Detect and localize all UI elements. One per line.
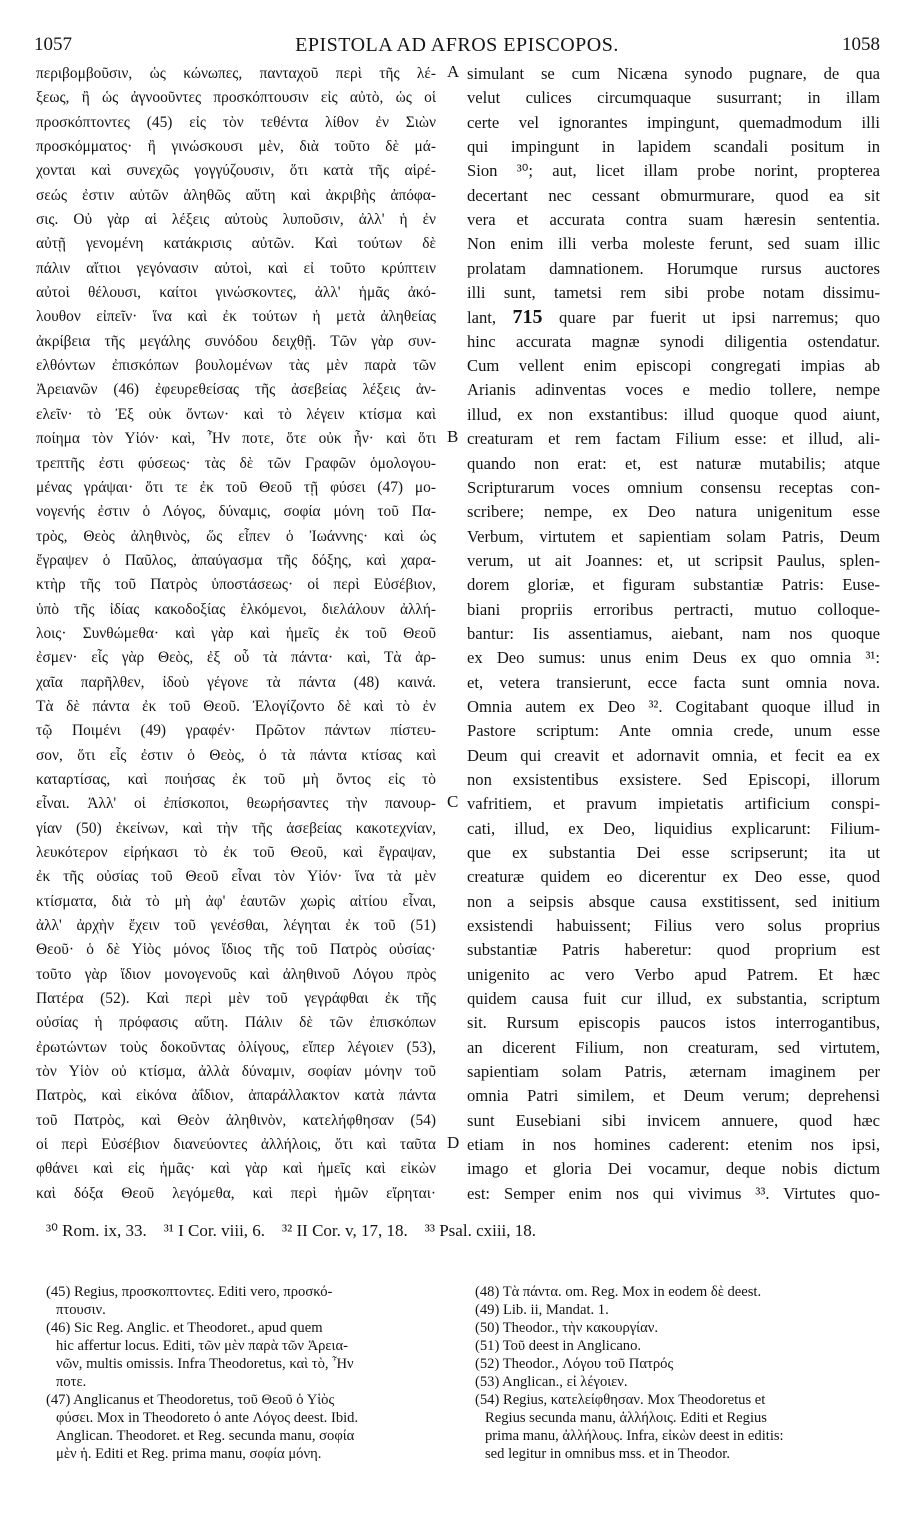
latin-text-line: Cum vellent enim episcopi congregati impias ab — [467, 356, 880, 376]
greek-text-line: λευκότερον εἰρήκασι τὸ ἐκ τοῦ Θεοῦ, καὶ ἔγραψαν, — [36, 844, 436, 861]
greek-text-line: καταρτίσας, καὶ ποιήσας ἐκ τοῦ μὴ ὄντος εἰς τὸ — [36, 770, 436, 788]
greek-text-line: Πατρὸς, καὶ εἰκόνα ἀΐδιον, ἀπαράλλακτον κατὰ πάντα — [36, 1087, 436, 1105]
greek-text-line: τῷ Ποιμένι (49) γραφέν· Πρῶτον πάντων πίστευ- — [36, 722, 436, 740]
greek-text-line: σις. Οὐ γὰρ αἱ λέξεις αὐτοὺς λυποῦσιν, ἀλλ' ἡ ἐν — [36, 211, 436, 229]
footnote-line: (47) Anglicanus et Theodoretus, τοῦ Θεοῦ ὁ Υἱὸς — [46, 1392, 335, 1408]
footnote-line: ποτε. — [56, 1374, 87, 1390]
greek-text-line: πάλιν αἴτιοι γεγόνασιν αὐτοὶ, καὶ εἰ τοῦτο κρύπτειν — [36, 259, 436, 277]
latin-text-line: etiam in nos homines caderent: etenim nos ipsi, — [467, 1135, 880, 1155]
latin-text-line: dorem gloriæ, et figuram substantiæ Patris: Euse- — [467, 575, 880, 595]
latin-text-line: qui impingunt in lapidem scandali positum in — [467, 137, 880, 157]
greek-column — [36, 62, 436, 1206]
section-marker-b: B — [447, 427, 459, 446]
greek-text-line: Ἀρειανῶν (46) ἐφευρεθείσας τῆς ἀσεβείας λέξεις ἀν- — [36, 381, 436, 399]
greek-text-line: κτίσματα, διὰ τὸ μὴ ἀφ' ἑαυτῶν χωρὶς αἰτίου εἶναι, — [36, 892, 436, 910]
latin-text-line: unigenito ac vero Verbo apud Patrem. Et hæc — [467, 964, 880, 984]
latin-text-line: imago et gloria Dei vocamur, deque nobis dictum — [467, 1159, 880, 1179]
greek-text-line: ελεῖν· τὸ Ἐξ οὐκ ὄντων· καὶ τὸ λέγειν κτίσμα καὶ — [36, 405, 436, 423]
greek-text-line: σεώς ἐστιν αὐτῶν ἀληθῶς αὕτη καὶ ἀκριβὴς ἀπόφα- — [36, 186, 436, 204]
greek-text-line: λουθον εἰπεῖν· ἵνα καὶ ἐκ τούτων ἡ μετὰ ἀληθείας — [36, 308, 436, 326]
latin-text-line: hinc accurata magnæ synodi diligentia ostendatur. — [467, 331, 880, 351]
greek-text-line: περιβομβοῦσιν, ὡς κώνωπες, πανταχοῦ περὶ τῆς λέ- — [36, 65, 436, 82]
greek-text-line: φθάνει καὶ εἰς ἡμᾶς· καὶ γὰρ καὶ ἡμεῖς καὶ εἰκὼν — [36, 1160, 436, 1178]
greek-text-line: οὐσίας ἡ πρόφασις αὕτη. Πάλιν δὲ τῶν ἐπισκόπων — [36, 1014, 436, 1032]
latin-text-line: Non enim illi verba moleste ferunt, sed suam illic — [467, 234, 880, 254]
greek-text-line: ἔγραψεν ὁ Παῦλος, ἀπαύγασμα τῆς δόξης, καὶ χαρα- — [36, 551, 436, 569]
greek-text-line: Θεοῦ· ὁ δὲ Υἱὸς μόνος ἴδιος τῆς τοῦ Πατρὸς οὐσίας· — [36, 941, 436, 959]
footnote-line: (53) Anglican., εἰ λέγοιεν. — [475, 1374, 628, 1390]
greek-text-line: τρεπτῆς ἐστι φύσεως· τὰς δὲ τῶν Γραφῶν ὁμολογου- — [36, 454, 436, 472]
greek-text-line: ἀκρίβεια τῆς μεγάλης συνόδου δειχθῇ. Τῶν γὰρ συν- — [36, 332, 436, 350]
section-marker-a: A — [447, 62, 460, 81]
latin-text-line: velut culices circumquaque susurrant; in illam — [467, 88, 880, 108]
latin-text-line: decertant nec cessant obmurmurare, quod ea sit — [467, 185, 880, 205]
reference-32: ³² II Cor. v, 17, 18. — [282, 1221, 408, 1240]
latin-text-line: Omnia autem ex Deo ³². Cogitabant quoque illud in — [467, 696, 880, 716]
greek-text-line: σον, ὅτι εἷς ἐστιν ὁ Θεὸς, ὁ τὰ πάντα κτίσας καὶ — [36, 746, 436, 764]
greek-text-line: ἐσμεν· εἷς γὰρ Θεὸς, ἐξ οὗ τὰ πάντα· καὶ, Τὰ ἀρ- — [36, 649, 436, 667]
latin-text-line: illi sunt, tametsi rem sibi probe notam dissimu- — [467, 283, 880, 303]
section-marker-d: D — [447, 1133, 460, 1152]
latin-text-line: Scripturarum voces omnium consensu receptas con- — [467, 477, 880, 497]
left-page-number: 1057 — [34, 34, 72, 55]
footnote-line: prima manu, ἀλλήλους. Infra, εἰκὼν deest in editis: — [485, 1428, 784, 1444]
latin-text-line: quando non erat: et, est naturæ mutabilis; atque — [467, 453, 880, 473]
greek-text-line: χαῖα παρῆλθεν, ἰδοὺ γέγονε τὰ πάντα (48) καινά. — [36, 673, 436, 691]
latin-text-line: omnia Patri similem, et Deum verum; deprehensi — [467, 1086, 880, 1106]
greek-text-line: εἶναι. Ἀλλ' οἱ ἐπίσκοποι, θεωρήσαντες τὴν πανουρ- — [36, 795, 436, 813]
greek-text-line: προσκόπτοντες (45) εἰς τὸν τεθέντα λίθον ἐν Σιὼν — [36, 113, 436, 131]
latin-text-line: Deum qui creavit et adornavit omnia, et fecit ea ex — [467, 745, 880, 765]
footnote-line: (49) Lib. ii, Mandat. 1. — [475, 1302, 609, 1318]
greek-text-line: ελθόντων ἐπισκόπων βουλομένων τὰς μὲν παρὰ τῶν — [36, 357, 436, 375]
greek-text-line: τὸν Υἱὸν οὐ κτίσμα, ἀλλὰ δύναμιν, σοφίαν μόνην τοῦ — [36, 1063, 436, 1081]
footnote-line: μὲν ἡ. Editi et Reg. prima manu, σοφία μόνη. — [56, 1446, 322, 1462]
latin-text-line: vafritiem, et pravum impietatis artificium conspi- — [467, 794, 880, 814]
right-page-number: 1058 — [842, 34, 880, 55]
latin-text-line: creaturæ quidem eo dicerentur ex Deo esse, quod — [467, 867, 880, 887]
reference-30: ³⁰ Rom. ix, 33. — [46, 1221, 147, 1240]
latin-text-line: quidem causa fuit cur illud, ex substantia, scriptum — [467, 989, 880, 1009]
footnote-line: (50) Theodor., τὴν κακουργίαν. — [475, 1320, 658, 1336]
latin-text-line: certe vel ignorantes impingunt, quemadmodum illi — [467, 112, 880, 132]
footnote-line: Anglican. Theodoret. et Reg. secunda manu, σοφία — [56, 1428, 355, 1444]
latin-text-line: ex Deo sumus: unus enim Deus ex quo omnia ³¹: — [467, 648, 880, 668]
greek-text-line: αὐτοὶ θέλουσι, καίτοι γινώσκοντες, ἀλλ' ἡμᾶς ἀκό- — [36, 284, 436, 302]
latin-text-line: Sion ³⁰; aut, licet illam probe norint, propterea — [467, 161, 880, 181]
latin-text-line: biani propriis erroribus pertracti, mutuo colloque- — [467, 599, 880, 619]
footnote-line: (48) Τὰ πάντα. om. Reg. Mox in eodem δὲ deest. — [475, 1284, 762, 1300]
scripture-references — [46, 1221, 880, 1241]
latin-text-line: sapientiam solam Patris, æternam imaginem per — [467, 1062, 880, 1082]
latin-text-line: exsistendi habuissent; Filius vero solus proprius — [467, 916, 880, 936]
greek-text-line: προσκόμματος· ἢ γινώσκουσι μὲν, διὰ τοῦτο δὲ μά- — [36, 138, 436, 156]
greek-text-line: γίαν (50) ἐκείνων, καὶ τὴν τῆς ἀσεβείας κακοτεχνίαν, — [36, 819, 436, 837]
greek-text-line: τρὸς, Θεὸς ἀληθινὸς, ὥς εἶπεν ὁ Ἰωάννης· καὶ ὡς — [36, 527, 436, 545]
footnote-line: Regius secunda manu, ἀλλήλοις. Editi et Regius — [485, 1410, 767, 1426]
footnote-line: (51) Τοῦ deest in Anglicano. — [475, 1338, 642, 1354]
latin-text-line: non a seipsis absque causa exstitissent, sed initium — [467, 891, 880, 911]
latin-text-line: est: Semper enim nos qui vivimus ³³. Virtutes quo- — [467, 1183, 880, 1203]
latin-text-line: bantur: Iis assentiamus, aiebant, nam nos quoque — [467, 623, 880, 643]
latin-text-line: verum, ut ait Joannes: et, ut scripsit Paulus, splen- — [467, 550, 880, 570]
latin-text-line: an dicerent Filium, non creaturam, sed virtutem, — [467, 1037, 880, 1057]
latin-text-line: illud, ex non exstantibus: illud quoque quod aiunt, — [467, 404, 880, 424]
page-mark: 715 — [512, 306, 543, 329]
footnote-line: φύσει. Mox in Theodoreto ὁ ante Λόγος deest. Ibid. — [56, 1410, 359, 1426]
latin-text-line: simulant se cum Nicæna synodo pugnare, de qua — [467, 64, 880, 83]
latin-text-line: prolatam damnationem. Horumque rursus auctores — [467, 258, 880, 278]
greek-text-line: ἐρωτώντων τοὺς δοκοῦντας ὀλίγους, εἴπερ λέγοιεν (53), — [36, 1038, 436, 1056]
greek-text-line: ἐκ τῆς οὐσίας τοῦ Θεοῦ εἶναι τὸν Υἱόν· ἵνα τὰ μὲν — [36, 868, 436, 886]
latin-column — [467, 62, 880, 1206]
greek-text-line: ξεως, ἢ ὡς ἀγνοοῦντες προσκόπτουσιν εἰς αὐτὸ, ὡς οἱ — [36, 89, 436, 107]
footnote-line: (46) Sic Reg. Anglic. et Theodoret., apud quem — [46, 1320, 323, 1336]
footnote-line: hic affertur locus. Editi, τῶν μὲν παρὰ τῶν Ἀρεια- — [56, 1338, 348, 1354]
latin-text-line: cati, illud, ex Deo, liquidius explicarunt: Filium- — [467, 818, 880, 838]
footnote-line: (54) Regius, κατελείφθησαν. Mox Theodoretus et — [475, 1392, 766, 1408]
greek-text-line: τοῦτο γὰρ ἴδιον μονογενοῦς καὶ ἀληθινοῦ Λόγου πρὸς — [36, 965, 436, 983]
greek-text-line: νογενής ἐστιν ὁ Λόγος, δύναμις, σοφία μόνη τοῦ Πα- — [36, 503, 436, 521]
page-header — [34, 34, 880, 60]
running-title: EPISTOLA AD AFROS EPISCOPOS. — [295, 34, 619, 56]
greek-text-line: ἀλλ' ἀρχὴν ἔχειν τοῦ γενέσθαι, λέγηται ἐκ τοῦ (51) — [36, 917, 436, 935]
greek-text-line: Πατέρα (52). Καὶ περὶ μὲν τοῦ γεγράφθαι ἐκ τῆς — [36, 990, 436, 1008]
footnote-line: (45) Regius, προσκοπτοντες. Editi vero, προσκό- — [46, 1284, 333, 1300]
greek-text-line: ποίημα τὸν Υἱόν· καὶ, Ἦν ποτε, ὅτε οὐκ ἦν· καὶ ὅτι — [36, 430, 436, 448]
greek-text-line: οἱ περὶ Εὐσέβιον διανεύοντες ἀλλήλοις, ὅτι καὶ ταῦτα — [36, 1136, 436, 1154]
greek-text-line: τοῦ Πατρὸς, καὶ Θεὸν ἀληθινὸν, κατελήφθησαν (54) — [36, 1111, 436, 1129]
footnote-line: πτουσιν. — [56, 1302, 106, 1318]
greek-text-line: μένας γράψαι· ὅτι τε ἐκ τοῦ Θεοῦ τῇ φύσει (47) μο- — [36, 478, 436, 496]
greek-text-line: χονται καὶ συνεχῶς γογγύζουσιν, ὅτι κατὰ τῆς αἱρέ- — [36, 162, 436, 180]
latin-text-line: lant, 715 quare par fuerit ut ipsi narremus; quo — [467, 306, 880, 329]
latin-text-line: sit. Rursum episcopis paucos istos interrogantibus, — [467, 1013, 880, 1033]
footnote-line: (52) Theodor., Λόγου τοῦ Πατρός — [475, 1356, 674, 1372]
latin-text-line: que ex substantia Dei esse scripserunt; ita ut — [467, 843, 880, 862]
footnote-line: νῶν, multis omissis. Infra Theodoretus, καὶ τὸ, Ἦν — [56, 1356, 354, 1372]
latin-text-line: Arianis adinventas voces e medio tollere, nempe — [467, 380, 880, 400]
latin-text-line: vera et accurata contra suam hæresin sententia. — [467, 210, 880, 230]
footnotes-right — [475, 1283, 880, 1463]
section-marker-c: C — [447, 792, 459, 811]
greek-text-line: καὶ δόξα Θεοῦ λεγόμεθα, καὶ περὶ ἡμῶν εἴρηται· — [36, 1184, 436, 1202]
latin-text-line: sunt Eusebiani sibi invicem annuere, quod hæc — [467, 1110, 880, 1130]
latin-text-line: et, vetera transierunt, ecce facta sunt omnia nova. — [467, 672, 880, 692]
latin-text-line: creaturam et rem factam Filium esse: et illud, ali- — [467, 429, 880, 449]
latin-text-line: scribere; nempe, ex Deo natura unigenitum esse — [467, 502, 880, 522]
latin-text-line: substantiæ Patris haberetur: quod proprium est — [467, 940, 880, 960]
greek-text-line: αὐτῇ γενομένη κατάκρισις αὐτῶν. Καὶ τούτων δὲ — [36, 235, 436, 253]
greek-text-line: λοις· Συνθώμεθα· καὶ γὰρ καὶ ἡμεῖς ἐκ τοῦ Θεοῦ — [36, 624, 436, 642]
reference-33: ³³ Psal. cxiii, 18. — [424, 1221, 537, 1240]
footnote-line: sed legitur in omnibus mss. et in Theodor. — [485, 1446, 730, 1462]
footnotes-left — [46, 1283, 446, 1463]
reference-31: ³¹ I Cor. viii, 6. — [163, 1221, 266, 1240]
latin-text-line: non exsistentibus exsistere. Sed Episcopi, illorum — [467, 769, 880, 789]
greek-text-line: ὑπὸ τῆς ἰδίας κακοδοξίας ἑλκόμενοι, διελάλουν ἀλλή- — [36, 600, 436, 618]
greek-text-line: κτὴρ τῆς τοῦ Πατρὸς ὑποστάσεως· οἱ περὶ Εὐσέβιον, — [36, 576, 436, 594]
latin-text-line: Pastore scriptum: Ante omnia crede, unum esse — [467, 721, 880, 741]
greek-text-line: Τὰ δὲ πάντα ἐκ τοῦ Θεοῦ. Ἐλογίζοντο δὲ καὶ τὸ ἐν — [36, 697, 436, 715]
latin-text-line: Verbum, virtutem et sapientiam solam Patris, Deum — [467, 526, 880, 546]
